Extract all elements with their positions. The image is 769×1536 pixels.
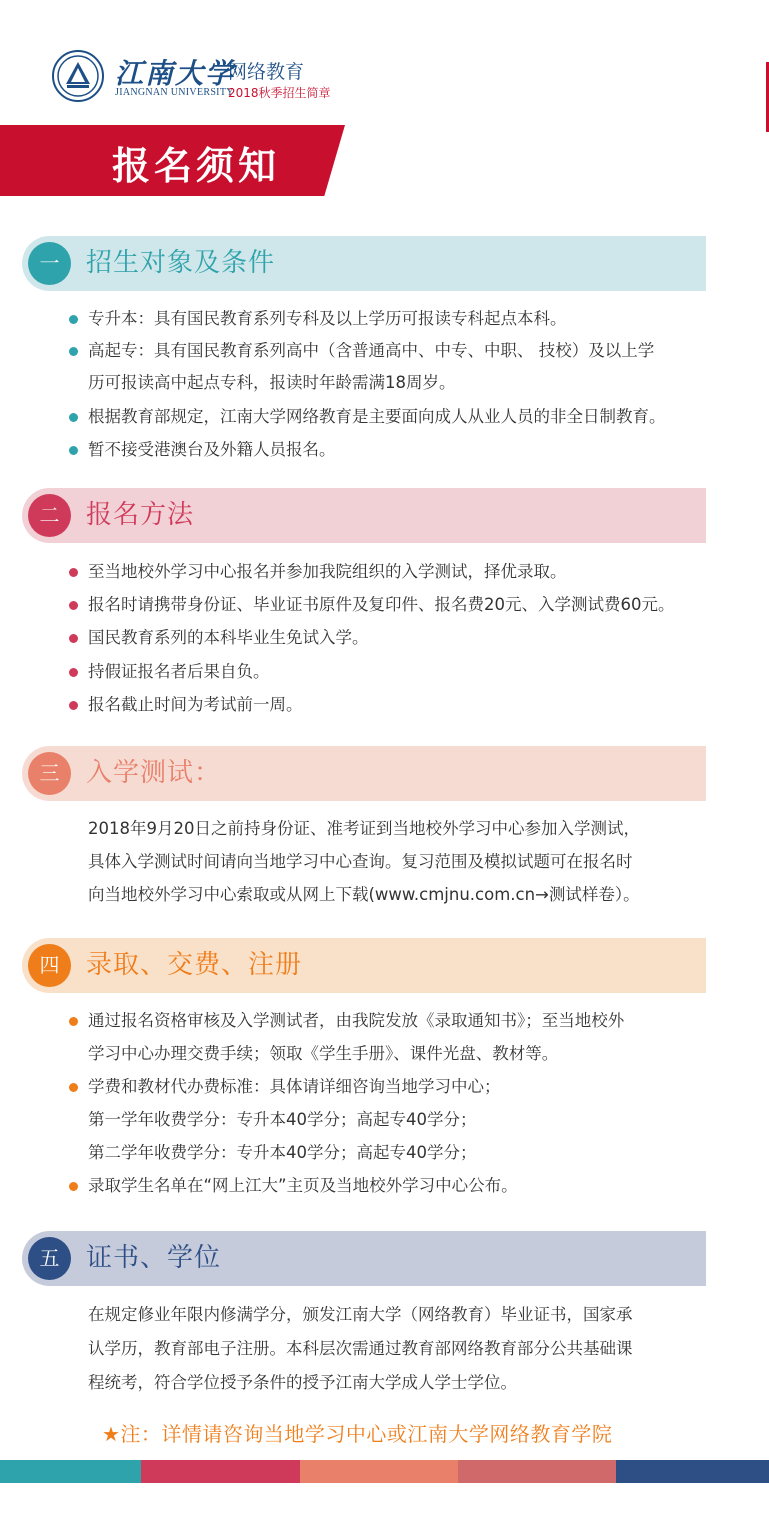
section-3-title: 入学测试： [86, 758, 222, 788]
section-4-item-1: 通过报名资格审核及入学测试者，由我院发放《录取通知书》；至当地校外 [88, 1011, 625, 1030]
footer-note: ★注：详情请咨询当地学习中心或江南大学网络教育学院 [102, 1422, 613, 1446]
section-2-item-2: 报名时请携带身份证、毕业证书原件及复印件、报名费20元、入学测试费60元。 [88, 595, 675, 614]
section-5-line-3: 程统考，符合学位授予条件的授予江南大学成人学士学位。 [88, 1373, 517, 1392]
section-2-item-5: 报名截止时间为考试前一周。 [88, 695, 303, 714]
bullet-icon [69, 347, 78, 356]
bullet-icon [69, 1182, 78, 1191]
university-name-cn: 江南大学 [115, 57, 236, 90]
section-4-item-2: 学费和教材代办费标准：具体请详细咨询当地学习中心； [88, 1077, 501, 1096]
footer-stripe-teal [0, 1460, 141, 1483]
section-3-line-3: 向当地校外学习中心索取或从网上下载(www.cmjnu.com.cn→测试样卷）。 [88, 885, 640, 904]
section-5-header [22, 1231, 706, 1286]
footer-stripe-salmon [300, 1460, 458, 1483]
section-4-title: 录取、交费、注册 [86, 950, 303, 980]
section-1-item-2-cont: 历可报读高中起点专科，报读时年龄需满18周岁。 [88, 373, 456, 392]
section-1-item-4: 暂不接受港澳台及外籍人员报名。 [88, 440, 336, 459]
section-5-line-2: 认学历，教育部电子注册。本科层次需通过教育部网络教育部分公共基础课 [88, 1339, 633, 1358]
footer-stripe-navy [616, 1460, 769, 1483]
footer-stripe-rose [458, 1460, 616, 1483]
section-5-number: 五 [28, 1237, 71, 1280]
enrollment-subtitle: 2018秋季招生简章 [228, 86, 331, 100]
section-3-header [22, 746, 706, 801]
bullet-icon [69, 1083, 78, 1092]
section-1-item-2: 高起专：具有国民教育系列高中（含普通高中、中专、中职、 技校）及以上学 [88, 341, 655, 360]
bullet-icon [69, 1017, 78, 1026]
section-1-header [22, 236, 706, 291]
section-4-item-1-cont: 学习中心办理交费手续；领取《学生手册》、课件光盘、教材等。 [88, 1044, 559, 1063]
university-logo-icon [52, 50, 104, 102]
section-2-title: 报名方法 [86, 500, 195, 530]
section-4-item-2-year2: 第二学年收费学分：专升本40学分；高起专40学分； [88, 1143, 477, 1162]
section-2-number: 二 [28, 494, 71, 537]
section-1-item-3: 根据教育部规定，江南大学网络教育是主要面向成人从业人员的非全日制教育。 [88, 407, 666, 426]
footer-stripe-crimson [141, 1460, 300, 1483]
section-5-title: 证书、学位 [86, 1243, 222, 1273]
bullet-icon [69, 601, 78, 610]
bullet-icon [69, 668, 78, 677]
bullet-icon [69, 413, 78, 422]
university-name-en: JIANGNAN UNIVERSITY [115, 87, 234, 98]
section-4-item-3: 录取学生名单在“网上江大”主页及当地校外学习中心公布。 [88, 1176, 518, 1195]
section-1-title: 招生对象及条件 [86, 248, 276, 278]
section-5-line-1: 在规定修业年限内修满学分，颁发江南大学（网络教育）毕业证书，国家承 [88, 1305, 633, 1324]
bullet-icon [69, 634, 78, 643]
section-3-number: 三 [28, 752, 71, 795]
bullet-icon [69, 315, 78, 324]
section-2-item-1: 至当地校外学习中心报名并参加我院组织的入学测试，择优录取。 [88, 562, 567, 581]
section-4-number: 四 [28, 944, 71, 987]
header [0, 0, 769, 120]
section-1-item-1: 专升本：具有国民教育系列专科及以上学历可报读专科起点本科。 [88, 309, 567, 328]
section-2-item-4: 持假证报名者后果自负。 [88, 662, 270, 681]
section-1-number: 一 [28, 242, 71, 285]
section-4-item-2-year1: 第一学年收费学分：专升本40学分；高起专40学分； [88, 1110, 477, 1129]
bullet-icon [69, 568, 78, 577]
bullet-icon [69, 446, 78, 455]
section-3-line-1: 2018年9月20日之前持身份证、准考证到当地校外学习中心参加入学测试， [88, 819, 640, 838]
bullet-icon [69, 701, 78, 710]
section-4-header [22, 938, 706, 993]
banner-title: 报名须知 [112, 144, 281, 188]
network-education-label: 网络教育 [228, 61, 305, 83]
section-2-header [22, 488, 706, 543]
section-2-item-3: 国民教育系列的本科毕业生免试入学。 [88, 628, 369, 647]
section-3-line-2: 具体入学测试时间请向当地学习中心查询。复习范围及模拟试题可在报名时 [88, 852, 633, 871]
